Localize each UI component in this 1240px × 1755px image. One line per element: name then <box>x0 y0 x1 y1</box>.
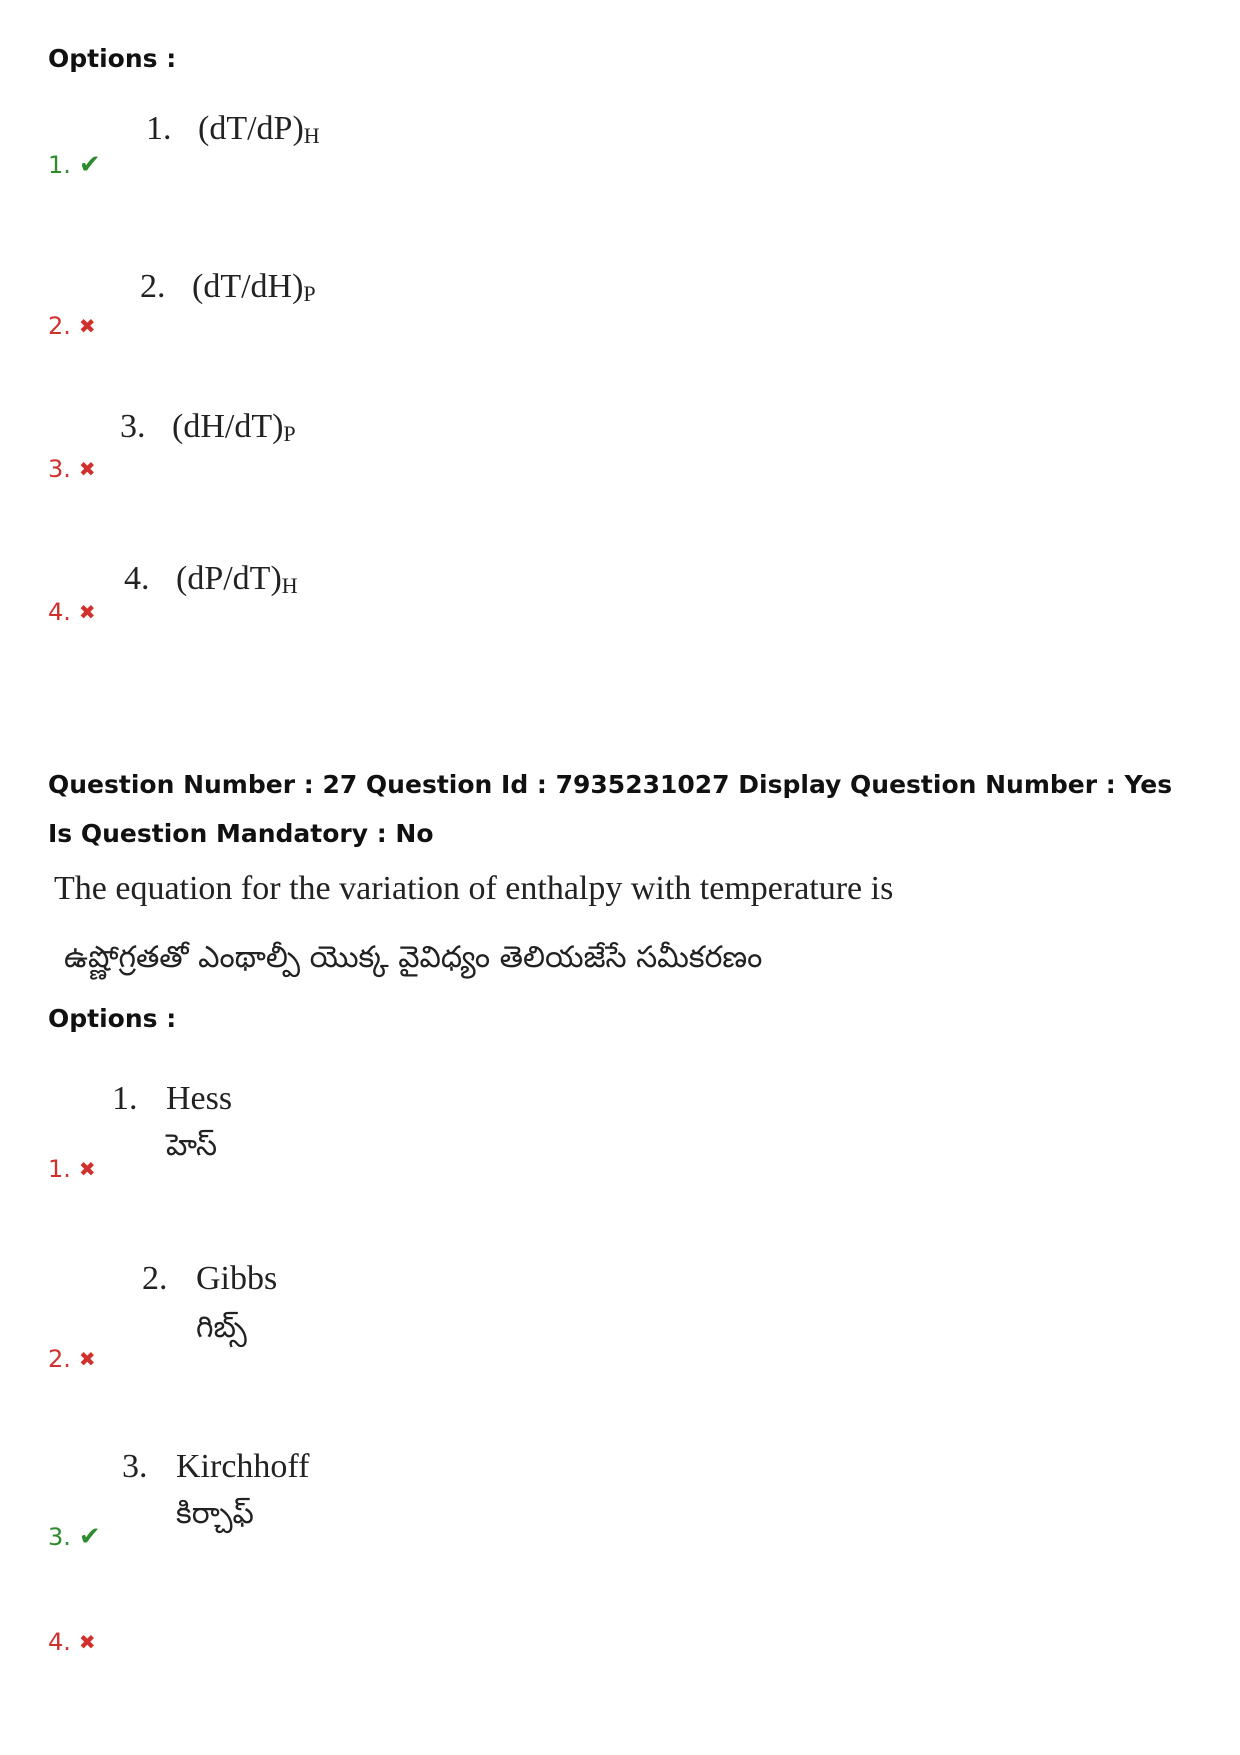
option-1-marker: 1. ✖ <box>48 1155 96 1183</box>
cross-icon: ✖ <box>78 457 96 481</box>
option-3-marker: 3. ✔ <box>48 1522 101 1552</box>
option-1-marker: 1. ✔ <box>48 150 101 180</box>
option-image-4: 4. $(dP/dT)_H$ <box>124 560 298 598</box>
option-image-3: 3. $(dH/dT)_P$ <box>120 408 296 446</box>
cross-icon: ✖ <box>78 600 96 624</box>
option-image-1-telugu: హెస్ <box>166 1128 218 1163</box>
option-4-marker: 4. ✖ <box>48 1628 96 1656</box>
options-label: Options : <box>48 44 177 73</box>
cross-icon: ✖ <box>78 1347 96 1371</box>
cross-icon: ✖ <box>78 1630 96 1654</box>
option-2-marker: 2. ✖ <box>48 312 96 340</box>
check-icon: ✔ <box>78 150 101 180</box>
option-image-3: 3. Kirchhoff <box>122 1448 310 1485</box>
option-image-2-telugu: గిబ్స్ <box>196 1310 247 1345</box>
question-text-telugu: ఉష్ణోగ్రతతో ఎంథాల్పీ యొక్క వైవిధ్యం తెలియజేసే సమీకరణం <box>64 940 763 975</box>
option-image-1: 1. $(dT/dP)_H$ <box>146 110 320 148</box>
option-image-1: 1. Hess <box>112 1080 233 1117</box>
option-image-2: 2. $(dT/dH)_P$ <box>140 268 316 306</box>
option-image-2: 2. Gibbs <box>142 1260 278 1297</box>
cross-icon: ✖ <box>78 314 96 338</box>
question-text-english: The equation for the variation of enthalpy with temperature is <box>54 870 894 907</box>
option-image-3-telugu: కిర్చాఫ్ <box>176 1496 254 1531</box>
question-header: Question Number : 27 Question Id : 7935231027 Display Question Number : Yes Is Question Mandatory : No <box>48 770 1173 848</box>
option-4-marker: 4. ✖ <box>48 598 96 626</box>
option-2-marker: 2. ✖ <box>48 1345 96 1373</box>
cross-icon: ✖ <box>78 1157 96 1181</box>
option-3-marker: 3. ✖ <box>48 455 96 483</box>
check-icon: ✔ <box>78 1522 101 1552</box>
options-label: Options : <box>48 1004 177 1033</box>
